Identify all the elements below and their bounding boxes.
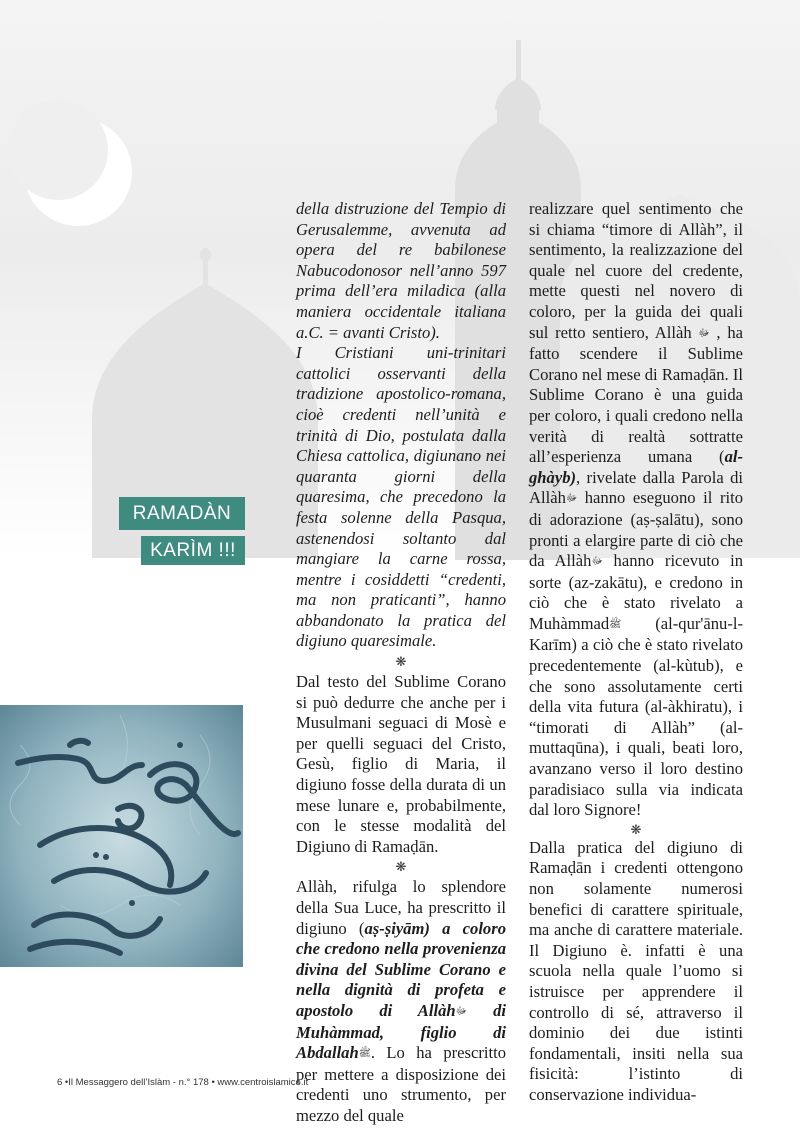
ornament-separator: ❋: [395, 654, 407, 670]
paragraph: Allàh, rifulga lo splendore della Sua Luce, ha prescritto il digiuno (aṣ-ṣiyām) a coloro che credono nella provenienza divina del Sublime Corano e nella dignità di profeta e apostolo di Allàhﷻ di Muhàmmad, figlio di Abdallahﷺ. Lo ha prescritto per mettere a disposizione dei credenti uno strumento, per mezzo del quale: [296, 877, 506, 1125]
text-column-right: [529, 199, 743, 1106]
ramadan-badge: [119, 497, 245, 530]
ornament-separator: ❋: [395, 859, 407, 875]
ramadan-calligraphy-image: [0, 705, 243, 967]
text-column-left: [296, 199, 506, 1127]
badge-line-1: RAMADÀN: [132, 503, 232, 524]
ornament-separator: ❋: [630, 821, 642, 837]
honorific-glyph: ﷻ: [698, 327, 710, 339]
honorific-glyph: ﷻ: [455, 1005, 467, 1017]
honorific-glyph: ﷻ: [565, 493, 578, 505]
paragraph: I Cristiani uni-trinitari cattolici osservanti della tradizione apostolico-romana, cioè credenti nell’unità e trinità di Dio, postulata dalla Chiesa cattolica, digiunano nei quaranta giorni della quaresima, che precedono la festa solenne della Pasqua, astenendosi soltanto dal mangiare la carne rossa, mentre i cosiddetti “credenti, ma non praticanti”, hanno abbandonato la pratica del digiuno quaresimale.: [296, 343, 506, 651]
karim-badge: [141, 536, 245, 565]
honorific-glyph: ﷺ: [609, 618, 622, 630]
page-footer: 6 •Il Messaggero dell’Islàm - n.° 178 • www.centroislamico.it: [57, 1077, 309, 1088]
paragraph: realizzare quel sentimento che si chiama “timore di Allàh”, il sentimento, la realizzazione del quale nel cuore del credente, mette questi nel novero di coloro, per la guida dei quali sul retto sentiero, Allàh ﷻ , ha fatto scendere il Sublime Corano nel mese di Ramaḍān. Il Sublime Corano è una guida per coloro, i quali credono nella verità di realtà sottratte all’esperienza umana (al-ghàyb), rivelate dalla Parola di Allàhﷻ hanno eseguono il rito di adorazione (aṣ-ṣalātu), sono pronti a elargire parte di ciò che da Allàhﷻ hanno ricevuto in sorte (az-zakātu), e credono in ciò che è stato rivelato a Muhàmmadﷺ (al-qur'ānu-l-Karīm) a ciò che è stato rivelato precedentemente (al-kùtub), e che sono assolutamente certi della vita futura (al-àkhiratu), i “timorati di Allàh” (al-muttaqūna), i quali, beati loro, avanzano verso il loro destino paradisiaco sulla via indicata dal loro Signore!: [529, 199, 743, 820]
badge-line-2: KARÌM !!!: [150, 540, 236, 561]
honorific-glyph: ﷺ: [358, 1048, 371, 1060]
paragraph: della distruzione del Tempio di Gerusalemme, avvenuta ad opera del re babilonese Nabucodonosor nell’anno 597 prima dell’era miladica (alla maniera occidentale italiana a.C. = avanti Cristo).: [296, 199, 506, 342]
paragraph: Dal testo del Sublime Corano si può dedurre che anche per i Musulmani seguaci di Mosè e per quelli seguaci del Cristo, Gesù, figlio di Maria, il digiuno fosse della durata di un mese lunare e, probabilmente, con le stesse modalità del Digiuno di Ramaḍān.: [296, 672, 506, 856]
paragraph: Dalla pratica del digiuno di Ramaḍān i credenti ottengono non solamente numerosi benefici di carattere spirituale, ma anche di carattere materiale. Il Digiuno è. infatti è una scuola nella quale l’uomo si istruisce per apprendere il controllo di sé, attraverso il dominio dei due istinti fondamentali, insiti nella sua fisicità: l’istinto di conservazione individua-: [529, 837, 743, 1104]
honorific-glyph: ﷻ: [591, 556, 603, 568]
